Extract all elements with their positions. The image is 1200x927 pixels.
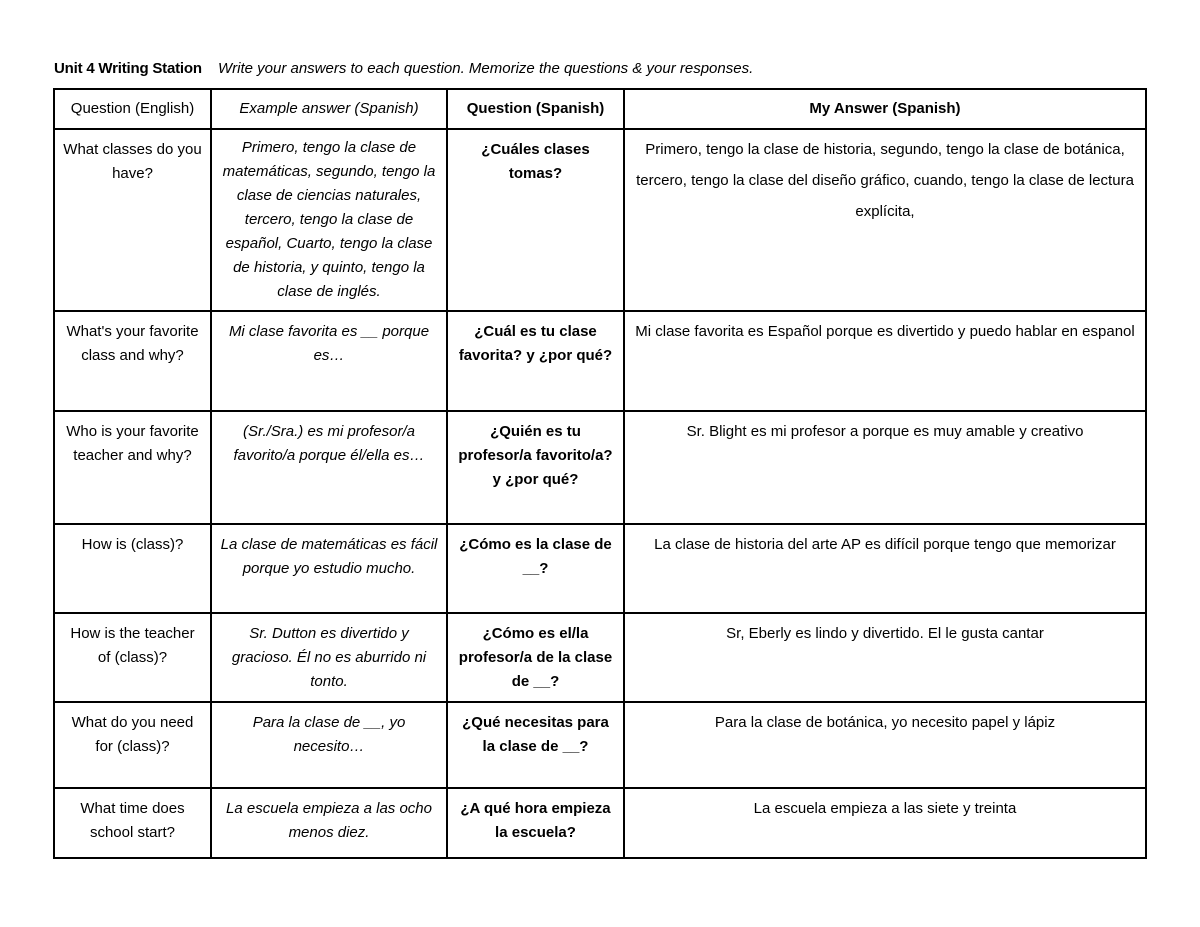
worksheet-heading [54, 59, 753, 79]
question-english-cell: How is (class)? [54, 524, 211, 613]
example-answer-cell: Sr. Dutton es divertido y gracioso. Él no es aburrido ni tonto. [211, 613, 447, 702]
question-english-cell: What classes do you have? [54, 129, 211, 311]
my-answer-cell[interactable]: La clase de historia del arte AP es difícil porque tengo que memorizar [624, 524, 1146, 613]
question-spanish-cell: ¿Cuál es tu clase favorita? y ¿por qué? [447, 311, 624, 411]
table-header-row [54, 89, 1146, 129]
header-my-answer: My Answer (Spanish) [624, 89, 1146, 129]
question-english-cell: What's your favorite class and why? [54, 311, 211, 411]
example-answer-cell: Para la clase de __, yo necesito… [211, 702, 447, 788]
table-row [54, 411, 1146, 524]
table-row [54, 311, 1146, 411]
example-answer-cell: (Sr./Sra.) es mi profesor/a favorito/a porque él/ella es… [211, 411, 447, 524]
example-answer-cell: La escuela empieza a las ocho menos diez. [211, 788, 447, 858]
question-spanish-cell: ¿A qué hora empieza la escuela? [447, 788, 624, 858]
worksheet-instructions: Write your answers to each question. Memorize the questions & your responses. [217, 60, 754, 77]
header-question-english: Question (English) [54, 89, 211, 129]
question-spanish-cell: ¿Cómo es la clase de __? [447, 524, 624, 613]
my-answer-cell[interactable]: Para la clase de botánica, yo necesito papel y lápiz [624, 702, 1146, 788]
example-answer-cell: Mi clase favorita es __ porque es… [211, 311, 447, 411]
question-spanish-cell: ¿Cómo es el/la profesor/a de la clase de __? [447, 613, 624, 702]
question-english-cell: Who is your favorite teacher and why? [54, 411, 211, 524]
table-row [54, 129, 1146, 311]
header-question-spanish: Question (Spanish) [447, 89, 624, 129]
table-row [54, 613, 1146, 702]
question-english-cell: What time does school start? [54, 788, 211, 858]
my-answer-cell[interactable]: Sr. Blight es mi profesor a porque es muy amable y creativo [624, 411, 1146, 524]
question-spanish-cell: ¿Quién es tu profesor/a favorito/a? y ¿por qué? [447, 411, 624, 524]
my-answer-cell[interactable]: Primero, tengo la clase de historia, segundo, tengo la clase de botánica, tercero, tengo la clase del diseño gráfico, cuando, tengo la clase de lectura explícita, [624, 129, 1146, 311]
header-example-answer: Example answer (Spanish) [211, 89, 447, 129]
question-english-cell: What do you need for (class)? [54, 702, 211, 788]
question-spanish-cell: ¿Cuáles clases tomas? [447, 129, 624, 311]
table-row [54, 702, 1146, 788]
worksheet-title: Unit 4 Writing Station [54, 60, 202, 77]
my-answer-cell[interactable]: La escuela empieza a las siete y treinta [624, 788, 1146, 858]
writing-station-table [53, 88, 1147, 859]
example-answer-cell: La clase de matemáticas es fácil porque yo estudio mucho. [211, 524, 447, 613]
question-english-cell: How is the teacher of (class)? [54, 613, 211, 702]
table-row [54, 524, 1146, 613]
my-answer-cell[interactable]: Mi clase favorita es Español porque es divertido y puedo hablar en espanol [624, 311, 1146, 411]
question-spanish-cell: ¿Qué necesitas para la clase de __? [447, 702, 624, 788]
table-row [54, 788, 1146, 858]
my-answer-cell[interactable]: Sr, Eberly es lindo y divertido. El le gusta cantar [624, 613, 1146, 702]
example-answer-cell: Primero, tengo la clase de matemáticas, segundo, tengo la clase de ciencias naturales, tercero, tengo la clase de español, Cuarto, tengo la clase de historia, y quinto, tengo la clase de inglés. [211, 129, 447, 311]
